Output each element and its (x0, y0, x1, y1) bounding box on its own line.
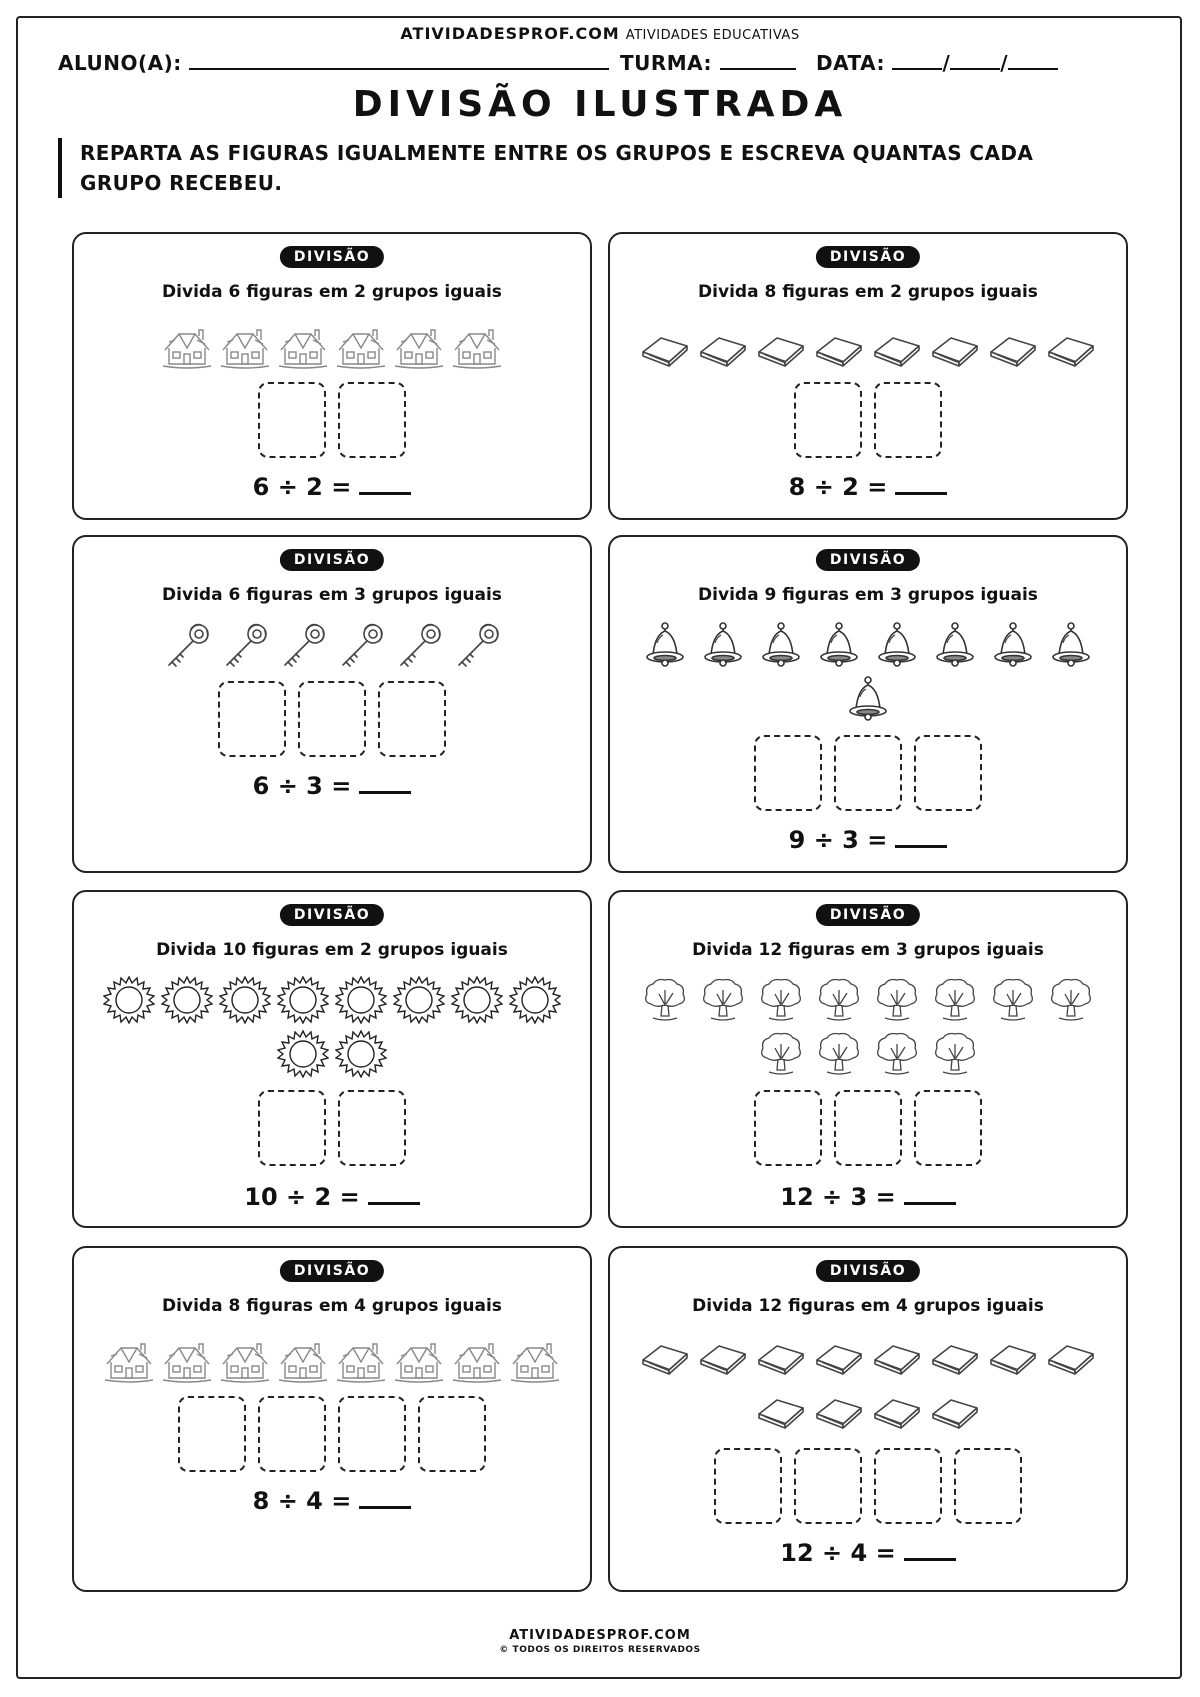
figure-group (610, 1330, 1126, 1436)
bell-icon (694, 619, 752, 671)
book-icon (868, 1384, 926, 1436)
group-box[interactable] (954, 1448, 1022, 1524)
group-boxes (74, 382, 590, 458)
group-box[interactable] (834, 1090, 902, 1166)
book-icon (984, 1330, 1042, 1382)
division-equation (74, 1182, 590, 1211)
class-label: TURMA: (620, 51, 713, 75)
bell-icon (1042, 619, 1100, 671)
book-icon (926, 1330, 984, 1382)
exercise-badge: DIVISÃO (816, 904, 920, 926)
division-equation (610, 472, 1126, 501)
key-icon (274, 619, 332, 671)
group-box[interactable] (338, 1396, 406, 1472)
site-name: ATIVIDADESPROF.COM (400, 24, 620, 43)
tree-icon (752, 1028, 810, 1080)
house-icon (158, 322, 216, 374)
book-icon (694, 1330, 752, 1382)
sun-icon (332, 1028, 390, 1080)
group-box[interactable] (258, 1090, 326, 1166)
date-field[interactable]: DATA: / / (816, 50, 1058, 75)
tree-icon (810, 1028, 868, 1080)
group-box[interactable] (298, 681, 366, 757)
division-equation (74, 1486, 590, 1515)
sun-icon (390, 974, 448, 1026)
exercise-badge: DIVISÃO (280, 904, 384, 926)
exercise-badge: DIVISÃO (280, 549, 384, 571)
division-equation (74, 472, 590, 501)
answer-blank[interactable] (359, 1486, 411, 1509)
bell-icon (839, 673, 897, 725)
bell-icon (984, 619, 1042, 671)
book-icon (1042, 1330, 1100, 1382)
key-icon (448, 619, 506, 671)
answer-blank[interactable] (359, 771, 411, 794)
site-header (0, 24, 1200, 43)
bell-icon (810, 619, 868, 671)
class-field[interactable] (620, 50, 796, 75)
house-icon (390, 322, 448, 374)
group-box[interactable] (714, 1448, 782, 1524)
book-icon (810, 1330, 868, 1382)
key-icon (332, 619, 390, 671)
book-icon (926, 322, 984, 374)
sun-icon (274, 1028, 332, 1080)
site-subtitle: ATIVIDADES EDUCATIVAS (625, 28, 800, 43)
book-icon (694, 322, 752, 374)
house-icon (216, 322, 274, 374)
house-icon (448, 1336, 506, 1388)
tree-icon (926, 974, 984, 1026)
house-icon (448, 322, 506, 374)
page-title: DIVISÃO ILUSTRADA (352, 84, 848, 125)
house-icon (274, 1336, 332, 1388)
tree-icon (868, 1028, 926, 1080)
group-boxes (610, 382, 1126, 458)
equation-text: 12 ÷ 4 = (780, 1539, 896, 1567)
group-boxes (610, 1090, 1126, 1166)
figure-group (74, 974, 590, 1080)
exercise-card (72, 890, 592, 1228)
group-boxes (610, 735, 1126, 811)
sun-icon (100, 974, 158, 1026)
tree-icon (636, 974, 694, 1026)
equation-text: 6 ÷ 2 = (252, 473, 352, 501)
book-icon (752, 1384, 810, 1436)
division-equation (610, 1538, 1126, 1567)
bell-icon (868, 619, 926, 671)
figure-group (74, 1336, 590, 1388)
group-boxes (74, 1396, 590, 1472)
division-equation (610, 825, 1126, 854)
house-icon (332, 1336, 390, 1388)
answer-blank[interactable] (359, 472, 411, 495)
bell-icon (636, 619, 694, 671)
sun-icon (274, 974, 332, 1026)
exercise-card (608, 890, 1128, 1228)
tree-icon (1042, 974, 1100, 1026)
group-box[interactable] (258, 1396, 326, 1472)
group-boxes (74, 681, 590, 757)
exercise-prompt: Divida 9 figuras em 3 grupos iguais (698, 585, 1038, 605)
key-icon (158, 619, 216, 671)
figure-group (610, 974, 1126, 1080)
exercise-badge: DIVISÃO (816, 549, 920, 571)
tree-icon (694, 974, 752, 1026)
book-icon (810, 322, 868, 374)
book-icon (636, 1330, 694, 1382)
exercise-badge: DIVISÃO (280, 1260, 384, 1282)
sun-icon (158, 974, 216, 1026)
group-box[interactable] (914, 735, 982, 811)
book-icon (868, 322, 926, 374)
house-icon (216, 1336, 274, 1388)
key-icon (390, 619, 448, 671)
exercise-badge: DIVISÃO (280, 246, 384, 268)
exercise-card (608, 1246, 1128, 1592)
answer-blank[interactable] (895, 825, 947, 848)
group-box[interactable] (914, 1090, 982, 1166)
exercise-card (608, 232, 1128, 520)
book-icon (868, 1330, 926, 1382)
key-icon (216, 619, 274, 671)
group-box[interactable] (178, 1396, 246, 1472)
house-icon (100, 1336, 158, 1388)
tree-icon (984, 974, 1042, 1026)
book-icon (752, 322, 810, 374)
division-equation (610, 1182, 1126, 1211)
group-box[interactable] (754, 1090, 822, 1166)
group-box[interactable] (874, 382, 942, 458)
answer-blank[interactable] (904, 1182, 956, 1205)
division-equation (74, 771, 590, 800)
book-icon (752, 1330, 810, 1382)
group-box[interactable] (834, 735, 902, 811)
group-box[interactable] (338, 382, 406, 458)
exercise-card (72, 535, 592, 873)
figure-group (74, 322, 590, 374)
student-label: ALUNO(A): (58, 51, 182, 75)
figure-group (610, 619, 1126, 725)
group-box[interactable] (338, 1090, 406, 1166)
group-box[interactable] (754, 735, 822, 811)
exercise-prompt: Divida 6 figuras em 3 grupos iguais (162, 585, 502, 605)
answer-blank[interactable] (904, 1538, 956, 1561)
book-icon (810, 1384, 868, 1436)
group-boxes (610, 1448, 1126, 1524)
exercise-card (608, 535, 1128, 873)
house-icon (390, 1336, 448, 1388)
bell-icon (752, 619, 810, 671)
instruction-text: REPARTA AS FIGURAS IGUALMENTE ENTRE OS GRUPOS E ESCREVA QUANTAS CADA GRUPO RECEBEU. (58, 138, 1120, 198)
answer-blank[interactable] (368, 1182, 420, 1205)
group-boxes (74, 1090, 590, 1166)
equation-text: 12 ÷ 3 = (780, 1183, 896, 1211)
book-icon (926, 1384, 984, 1436)
exercise-prompt: Divida 8 figuras em 2 grupos iguais (698, 282, 1038, 302)
equation-text: 6 ÷ 3 = (252, 772, 352, 800)
exercise-prompt: Divida 10 figuras em 2 grupos iguais (156, 940, 508, 960)
group-box[interactable] (794, 1448, 862, 1524)
student-field[interactable] (58, 50, 609, 75)
date-label: DATA: (816, 51, 885, 75)
figure-group (74, 619, 590, 671)
book-icon (984, 322, 1042, 374)
exercise-badge: DIVISÃO (816, 1260, 920, 1282)
sun-icon (506, 974, 564, 1026)
house-icon (274, 322, 332, 374)
group-box[interactable] (794, 382, 862, 458)
exercise-prompt: Divida 12 figuras em 3 grupos iguais (692, 940, 1044, 960)
group-box[interactable] (874, 1448, 942, 1524)
group-box[interactable] (258, 382, 326, 458)
equation-text: 8 ÷ 2 = (788, 473, 888, 501)
tree-icon (926, 1028, 984, 1080)
student-info-row (58, 50, 1148, 80)
exercise-prompt: Divida 8 figuras em 4 grupos iguais (162, 1296, 502, 1316)
tree-icon (810, 974, 868, 1026)
house-icon (506, 1336, 564, 1388)
exercise-card (72, 232, 592, 520)
book-icon (1042, 322, 1100, 374)
sun-icon (448, 974, 506, 1026)
footer-copyright: © TODOS OS DIREITOS RESERVADOS (499, 1645, 701, 1655)
equation-text: 9 ÷ 3 = (788, 826, 888, 854)
page-footer (0, 1628, 1200, 1655)
answer-blank[interactable] (895, 472, 947, 495)
group-box[interactable] (378, 681, 446, 757)
book-icon (636, 322, 694, 374)
tree-icon (752, 974, 810, 1026)
house-icon (158, 1336, 216, 1388)
group-box[interactable] (218, 681, 286, 757)
sun-icon (216, 974, 274, 1026)
exercise-badge: DIVISÃO (816, 246, 920, 268)
house-icon (332, 322, 390, 374)
exercise-card (72, 1246, 592, 1592)
equation-text: 10 ÷ 2 = (244, 1183, 360, 1211)
sun-icon (332, 974, 390, 1026)
bell-icon (926, 619, 984, 671)
equation-text: 8 ÷ 4 = (252, 1487, 352, 1515)
group-box[interactable] (418, 1396, 486, 1472)
exercise-prompt: Divida 12 figuras em 4 grupos iguais (692, 1296, 1044, 1316)
tree-icon (868, 974, 926, 1026)
exercise-prompt: Divida 6 figuras em 2 grupos iguais (162, 282, 502, 302)
figure-group (610, 322, 1126, 374)
footer-site: ATIVIDADESPROF.COM (509, 1628, 691, 1643)
